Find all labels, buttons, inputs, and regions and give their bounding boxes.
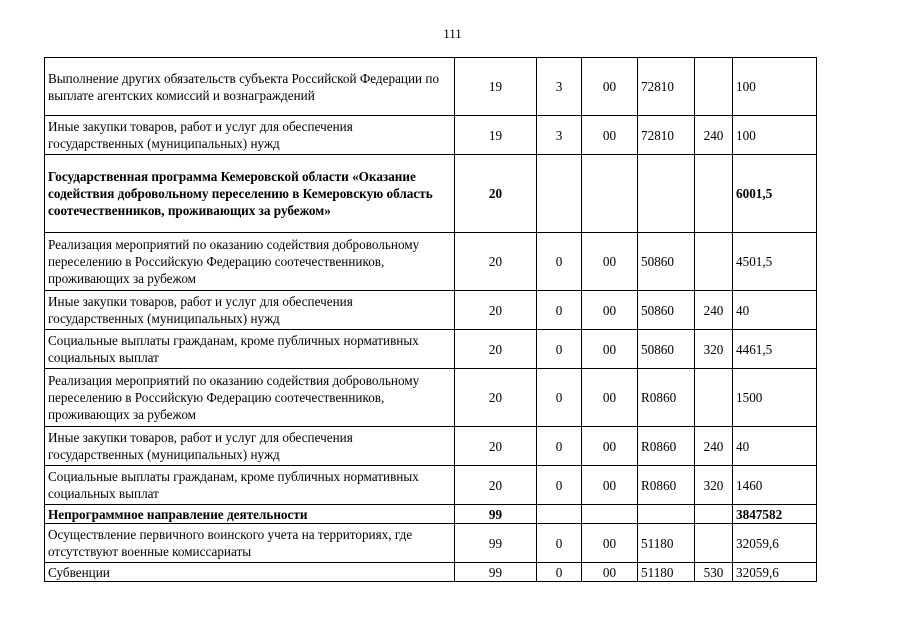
subprogram-code: 0 bbox=[537, 291, 582, 330]
expense-kind: 320 bbox=[695, 330, 733, 369]
row-name: Реализация мероприятий по оказанию содействия добровольному переселению в Российскую Федерацию соотечественников, проживающих за рубежом bbox=[45, 233, 455, 291]
subprogram-code: 0 bbox=[537, 466, 582, 505]
table-row bbox=[45, 233, 817, 291]
expense-kind: 240 bbox=[695, 427, 733, 466]
subprogram-code: 3 bbox=[537, 58, 582, 116]
expense-code: R0860 bbox=[638, 427, 695, 466]
direction-code bbox=[582, 505, 638, 524]
expense-kind: 320 bbox=[695, 466, 733, 505]
budget-table bbox=[44, 57, 817, 582]
subprogram-code: 0 bbox=[537, 369, 582, 427]
table-row bbox=[45, 505, 817, 524]
program-code: 19 bbox=[455, 116, 537, 155]
amount: 4461,5 bbox=[733, 330, 817, 369]
table-row bbox=[45, 58, 817, 116]
page-number: 111 bbox=[443, 26, 462, 41]
subprogram-code: 0 bbox=[537, 524, 582, 563]
expense-code bbox=[638, 505, 695, 524]
row-name: Социальные выплаты гражданам, кроме публичных нормативных социальных выплат bbox=[45, 466, 455, 505]
expense-kind: 240 bbox=[695, 291, 733, 330]
table-body bbox=[45, 58, 817, 582]
direction-code: 00 bbox=[582, 58, 638, 116]
expense-code: 51180 bbox=[638, 524, 695, 563]
table-row bbox=[45, 427, 817, 466]
subprogram-code: 0 bbox=[537, 330, 582, 369]
subprogram-code bbox=[537, 505, 582, 524]
direction-code: 00 bbox=[582, 330, 638, 369]
expense-kind bbox=[695, 369, 733, 427]
row-name: Иные закупки товаров, работ и услуг для обеспечения государственных (муниципальных) нужд bbox=[45, 116, 455, 155]
program-code: 20 bbox=[455, 233, 537, 291]
expense-kind bbox=[695, 505, 733, 524]
table-row bbox=[45, 369, 817, 427]
direction-code bbox=[582, 155, 638, 233]
row-name: Иные закупки товаров, работ и услуг для обеспечения государственных (муниципальных) нужд bbox=[45, 427, 455, 466]
amount: 1500 bbox=[733, 369, 817, 427]
table-row bbox=[45, 155, 817, 233]
program-code: 20 bbox=[455, 466, 537, 505]
direction-code: 00 bbox=[582, 563, 638, 582]
amount: 4501,5 bbox=[733, 233, 817, 291]
amount: 1460 bbox=[733, 466, 817, 505]
amount: 100 bbox=[733, 116, 817, 155]
table-row bbox=[45, 563, 817, 582]
program-code: 19 bbox=[455, 58, 537, 116]
subprogram-code: 0 bbox=[537, 563, 582, 582]
program-code: 20 bbox=[455, 291, 537, 330]
expense-code bbox=[638, 155, 695, 233]
amount: 3847582 bbox=[733, 505, 817, 524]
expense-code: 51180 bbox=[638, 563, 695, 582]
program-code: 99 bbox=[455, 563, 537, 582]
program-code: 99 bbox=[455, 505, 537, 524]
subprogram-code: 0 bbox=[537, 427, 582, 466]
program-code: 20 bbox=[455, 427, 537, 466]
program-code: 20 bbox=[455, 369, 537, 427]
expense-kind bbox=[695, 233, 733, 291]
amount: 100 bbox=[733, 58, 817, 116]
direction-code: 00 bbox=[582, 116, 638, 155]
direction-code: 00 bbox=[582, 369, 638, 427]
table-row bbox=[45, 524, 817, 563]
row-name: Реализация мероприятий по оказанию содействия добровольному переселению в Российскую Федерацию соотечественников, проживающих за рубежом bbox=[45, 369, 455, 427]
program-code: 99 bbox=[455, 524, 537, 563]
row-name: Осуществление первичного воинского учета на территориях, где отсутствуют военные комиссариаты bbox=[45, 524, 455, 563]
expense-kind bbox=[695, 58, 733, 116]
expense-code: 50860 bbox=[638, 330, 695, 369]
amount: 32059,6 bbox=[733, 524, 817, 563]
direction-code: 00 bbox=[582, 524, 638, 563]
amount: 40 bbox=[733, 427, 817, 466]
expense-code: 50860 bbox=[638, 291, 695, 330]
expense-kind bbox=[695, 155, 733, 233]
expense-kind: 240 bbox=[695, 116, 733, 155]
expense-code: 72810 bbox=[638, 116, 695, 155]
subprogram-code bbox=[537, 155, 582, 233]
amount: 40 bbox=[733, 291, 817, 330]
row-name: Государственная программа Кемеровской области «Оказание содействия добровольному переселению в Кемеровскую область соотечественников, проживающих за рубежом» bbox=[45, 155, 455, 233]
table-row bbox=[45, 116, 817, 155]
table-row bbox=[45, 330, 817, 369]
table-row bbox=[45, 466, 817, 505]
expense-code: 50860 bbox=[638, 233, 695, 291]
expense-kind bbox=[695, 524, 733, 563]
amount: 32059,6 bbox=[733, 563, 817, 582]
direction-code: 00 bbox=[582, 291, 638, 330]
row-name: Выполнение других обязательств субъекта Российской Федерации по выплате агентских комиссий и вознаграждений bbox=[45, 58, 455, 116]
table-row bbox=[45, 291, 817, 330]
expense-code: R0860 bbox=[638, 369, 695, 427]
row-name: Непрограммное направление деятельности bbox=[45, 505, 455, 524]
program-code: 20 bbox=[455, 155, 537, 233]
expense-kind: 530 bbox=[695, 563, 733, 582]
program-code: 20 bbox=[455, 330, 537, 369]
expense-code: 72810 bbox=[638, 58, 695, 116]
expense-code: R0860 bbox=[638, 466, 695, 505]
subprogram-code: 0 bbox=[537, 233, 582, 291]
direction-code: 00 bbox=[582, 466, 638, 505]
direction-code: 00 bbox=[582, 233, 638, 291]
subprogram-code: 3 bbox=[537, 116, 582, 155]
amount: 6001,5 bbox=[733, 155, 817, 233]
row-name: Субвенции bbox=[45, 563, 455, 582]
row-name: Иные закупки товаров, работ и услуг для обеспечения государственных (муниципальных) нужд bbox=[45, 291, 455, 330]
row-name: Социальные выплаты гражданам, кроме публичных нормативных социальных выплат bbox=[45, 330, 455, 369]
direction-code: 00 bbox=[582, 427, 638, 466]
